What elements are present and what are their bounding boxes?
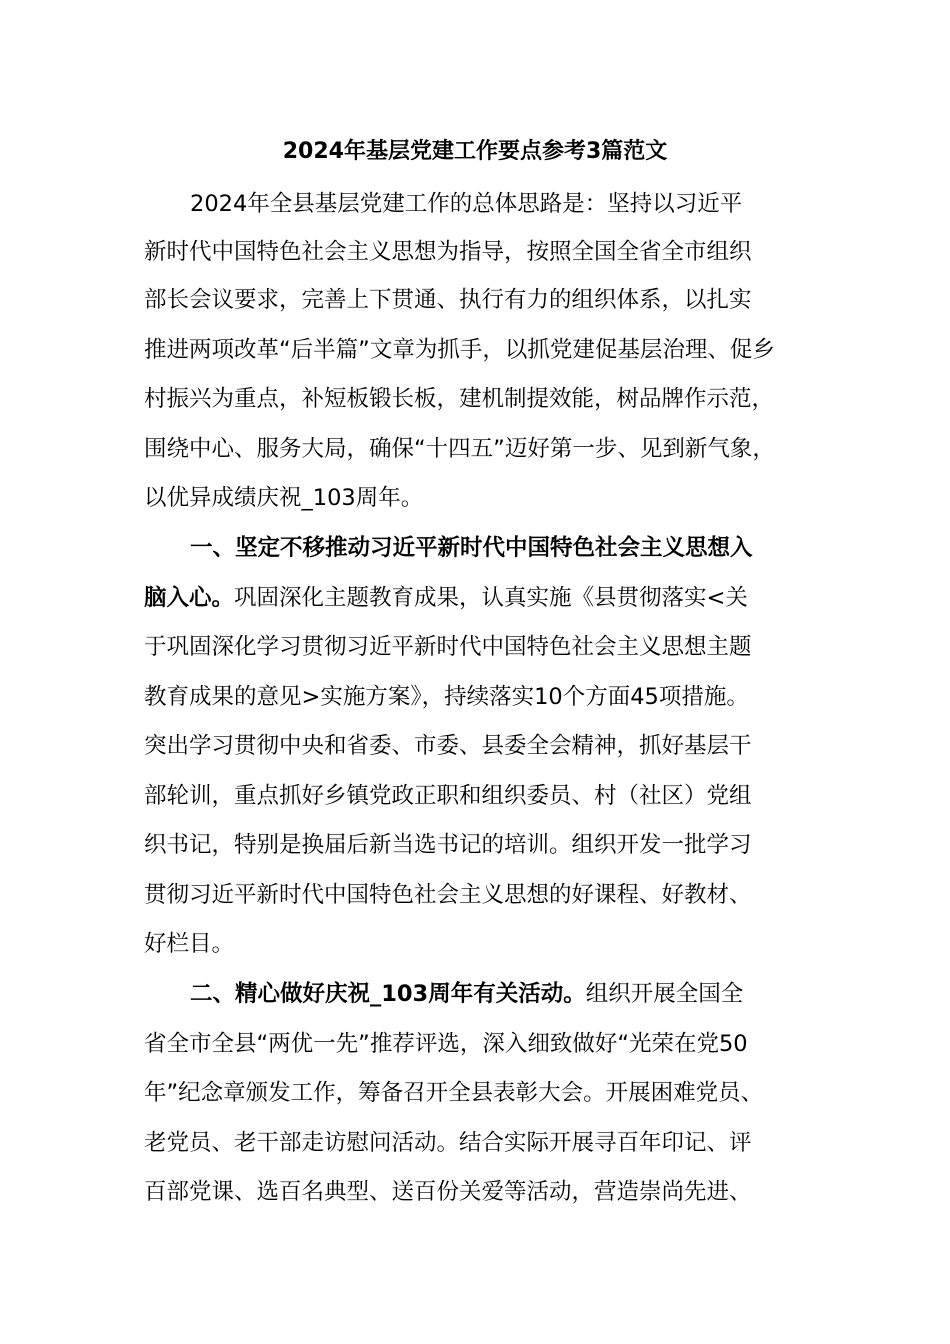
paragraph-line <box>144 827 752 863</box>
line-text: 老党员、老干部走访慰问活动。结合实际开展寻百年印记、评 <box>144 1130 752 1156</box>
paragraph-line <box>144 1125 752 1161</box>
line-text: 以优异成绩庆祝_103周年。 <box>144 485 424 511</box>
paragraph-line <box>144 234 752 270</box>
line-text: 推进两项改革“后半篇”文章为抓手，以抓党建促基层治理、促乡 <box>144 337 775 363</box>
paragraph-line <box>144 580 748 616</box>
paragraph-line <box>190 186 742 222</box>
paragraph-line <box>144 679 749 715</box>
paragraph-line <box>144 877 752 913</box>
paragraph-line <box>144 381 774 417</box>
paragraph-line <box>144 282 752 318</box>
paragraph-line <box>144 332 775 368</box>
line-text: 于巩固深化学习贯彻习近平新时代中国特色社会主义思想主题 <box>144 634 752 660</box>
line-text: 巩固深化主题教育成果，认真实施《县贯彻落实<关 <box>234 585 748 611</box>
line-text: 教育成果的意见>实施方案》，持续落实10个方面45项措施。 <box>144 684 749 710</box>
paragraph-line <box>144 1075 763 1111</box>
line-text: 好栏目。 <box>144 931 235 957</box>
paragraph-line <box>144 926 234 962</box>
line-text: 围绕中心、服务大局，确保“十四五”迈好第一步、见到新气象， <box>144 436 775 462</box>
paragraph-line <box>144 728 752 764</box>
line-text: 省全市全县“两优一先”推荐评选，深入细致做好“光荣在党50 <box>144 1031 748 1057</box>
line-text: 2024年全县基层党建工作的总体思路是：坚持以习近平 <box>190 191 743 217</box>
paragraph-line <box>144 431 775 467</box>
line-text: 组织开展全国全 <box>585 981 744 1007</box>
line-text: 年”纪念章颁发工作，筹备召开全县表彰大会。开展困难党员、 <box>144 1080 764 1106</box>
line-text: 织书记，特别是换届后新当选书记的培训。组织开发一批学习 <box>144 832 752 858</box>
line-text: 突出学习贯彻中央和省委、市委、县委全会精神，抓好基层干 <box>144 733 752 759</box>
section-heading: 一、坚定不移推动习近平新时代中国特色社会主义思想入 <box>190 535 753 561</box>
line-text: 部轮训，重点抓好乡镇党政正职和组织委员、村（社区）党组 <box>144 783 752 809</box>
line-text: 贯彻习近平新时代中国特色社会主义思想的好课程、好教材、 <box>144 882 752 908</box>
paragraph-line <box>144 1174 752 1210</box>
paragraph-line <box>144 629 752 665</box>
line-text: 百部党课、选百名典型、送百份关爱等活动，营造崇尚先进、 <box>144 1179 752 1205</box>
section-heading: 脑入心。 <box>144 585 235 611</box>
document-title: 2024年基层党建工作要点参考3篇范文 <box>282 139 668 164</box>
paragraph-line <box>144 480 423 516</box>
section-heading-line <box>190 530 753 566</box>
line-text: 新时代中国特色社会主义思想为指导，按照全国全省全市组织 <box>144 239 752 265</box>
line-text: 村振兴为重点，补短板锻长板，建机制提效能，树品牌作示范， <box>144 386 775 412</box>
paragraph-line <box>190 976 743 1012</box>
line-text: 部长会议要求，完善上下贯通、执行有力的组织体系，以扎实 <box>144 287 752 313</box>
paragraph-line <box>144 778 752 814</box>
paragraph-line <box>144 1026 748 1062</box>
section-heading: 二、精心做好庆祝_103周年有关活动。 <box>190 981 586 1007</box>
